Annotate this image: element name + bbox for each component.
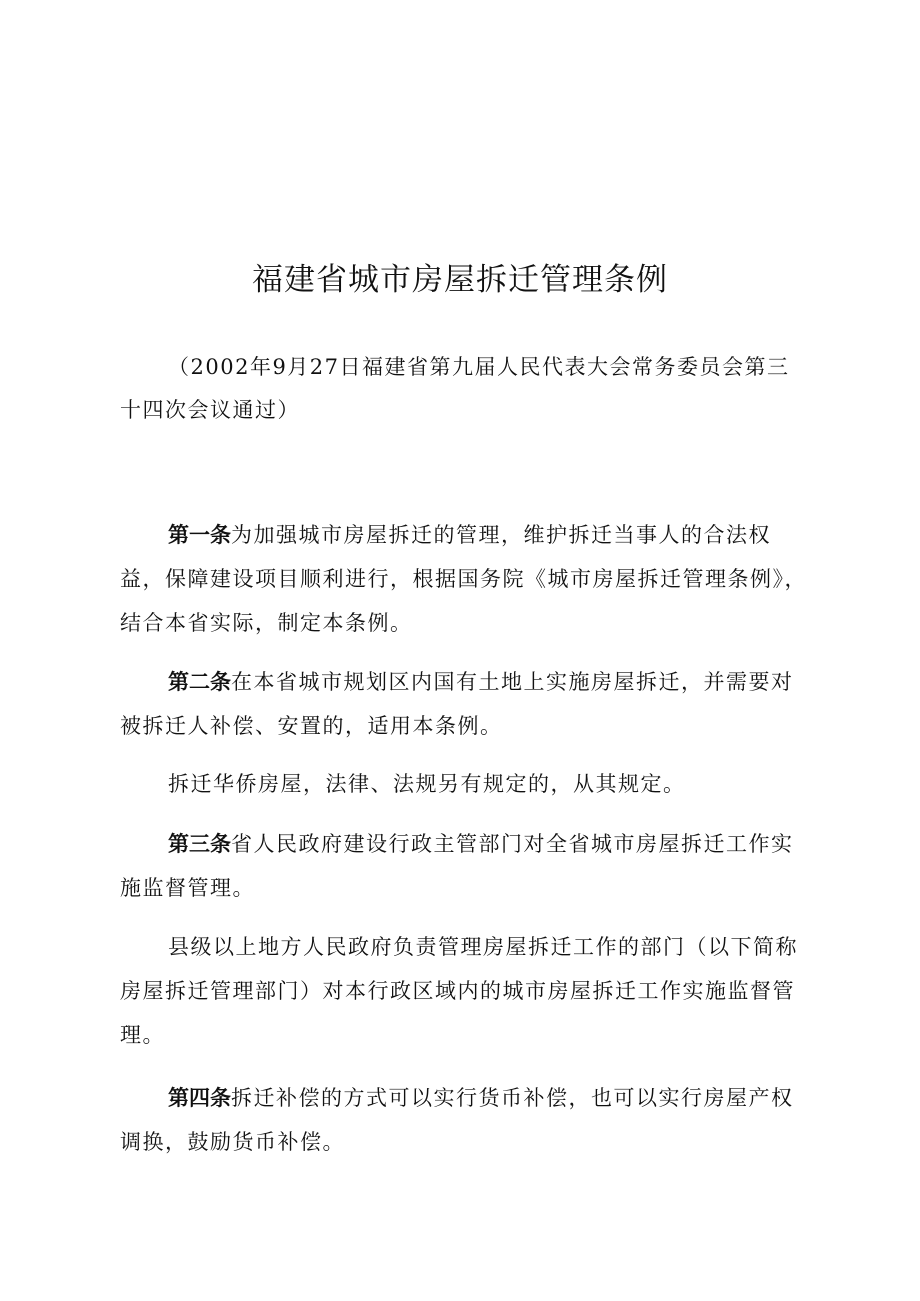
document-subtitle: （2002年9月27日福建省第九届人民代表大会常务委员会第三十四次会议通过） (120, 355, 790, 422)
article-4 (120, 1076, 810, 1164)
article-text: 拆迁华侨房屋，法律、法规另有规定的，从其规定。 (168, 772, 686, 796)
article-number: 第四条 (168, 1086, 231, 1110)
article-text: 为加强城市房屋拆迁的管理，维护拆迁当事人的合法权益，保障建设项目顺利进行，根据国务院《城市房屋拆迁管理条例》，结合本省实际，制定本条例。 (120, 523, 807, 635)
article-2-clause-2 (120, 762, 810, 806)
article-text: 在本省城市规划区内国有土地上实施房屋拆迁，并需要对被拆迁人补偿、安置的，适用本条例。 (120, 670, 794, 738)
article-number: 第一条 (168, 523, 231, 547)
article-text: 拆迁补偿的方式可以实行货币补偿，也可以实行房屋产权调换，鼓励货币补偿。 (120, 1086, 794, 1154)
article-text: 县级以上地方人民政府负责管理房屋拆迁工作的部门（以下简称房屋拆迁管理部门）对本行政区域内的城市房屋拆迁工作实施监督管理。 (120, 935, 798, 1047)
article-number: 第三条 (168, 832, 231, 856)
article-3-clause-2 (120, 925, 810, 1057)
document-title: 福建省城市房屋拆迁管理条例 (252, 262, 668, 298)
article-3 (120, 822, 810, 910)
article-number: 第二条 (168, 670, 231, 694)
article-text: 省人民政府建设行政主管部门对全省城市房屋拆迁工作实施监督管理。 (120, 832, 794, 900)
article-2 (120, 660, 810, 748)
article-1 (120, 513, 810, 645)
